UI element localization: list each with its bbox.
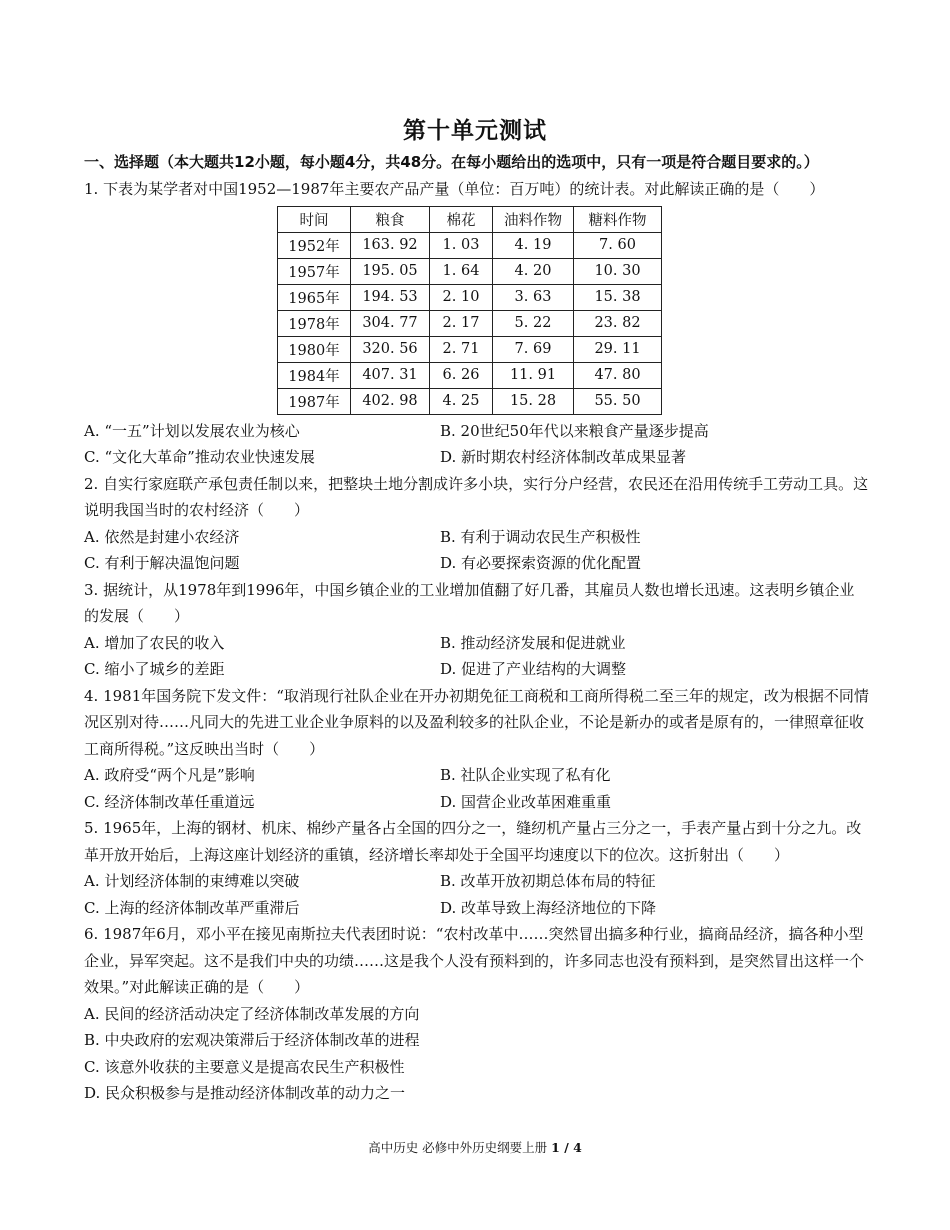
option-a[interactable]: A. 增加了农民的收入	[84, 633, 225, 652]
option-a[interactable]: A. 依然是封建小农经济	[84, 527, 240, 546]
option-row	[84, 789, 869, 816]
option-b[interactable]: B. 推动经济发展和促进就业	[440, 633, 626, 652]
question-4	[84, 683, 869, 816]
table-cell: 1. 03	[430, 232, 493, 258]
table-cell: 15. 28	[493, 388, 574, 414]
option-b[interactable]: B. 有利于调动农民生产积极性	[440, 527, 641, 546]
table-cell: 3. 63	[493, 284, 574, 310]
table-cell: 1978年	[278, 310, 351, 336]
table-cell: 23. 82	[574, 310, 662, 336]
table-cell: 407. 31	[351, 362, 430, 388]
footer-text: 高中历史 必修中外历史纲要上册	[368, 1140, 552, 1155]
table-row	[278, 310, 662, 336]
table-cell: 7. 69	[493, 336, 574, 362]
question-stem: 3. 据统计，从1978年到1996年，中国乡镇企业的工业增加值翻了好几番，其雇员人数也增长迅速。这表明乡镇企业的发展（ ）	[84, 580, 855, 625]
option-c[interactable]: C. 该意外收获的主要意义是提高农民生产积极性	[84, 1057, 405, 1076]
page-title: 第十单元测试	[403, 118, 547, 144]
option-d[interactable]: D. 国营企业改革困难重重	[440, 792, 612, 811]
table-cell: 2. 10	[430, 284, 493, 310]
option-row	[84, 524, 869, 551]
table-cell: 7. 60	[574, 232, 662, 258]
table-row	[278, 284, 662, 310]
table-row	[278, 388, 662, 414]
option-a[interactable]: A. 民间的经济活动决定了经济体制改革发展的方向	[84, 1004, 420, 1023]
question-1	[84, 176, 869, 471]
table-cell: 1952年	[278, 232, 351, 258]
question-stem: 2. 自实行家庭联产承包责任制以来，把整块土地分割成许多小块，实行分户经营，农民还在沿用传统手工劳动工具。这说明我国当时的农村经济（ ）	[84, 474, 869, 519]
table-header: 糖料作物	[574, 206, 662, 232]
option-b[interactable]: B. 中央政府的宏观决策滞后于经济体制改革的进程	[84, 1031, 420, 1049]
option-c[interactable]: C. 上海的经济体制改革严重滞后	[84, 898, 300, 917]
table-cell: 1957年	[278, 258, 351, 284]
option-row	[84, 656, 869, 683]
question-2	[84, 471, 869, 577]
question-3	[84, 577, 869, 683]
table-row	[278, 258, 662, 284]
option-c[interactable]: C. 有利于解决温饱问题	[84, 554, 240, 572]
table-cell: 1987年	[278, 388, 351, 414]
option-row	[84, 895, 869, 922]
table-cell: 15. 38	[574, 284, 662, 310]
table-cell: 5. 22	[493, 310, 574, 336]
page-footer	[0, 1138, 950, 1156]
option-d[interactable]: D. 民众积极参与是推动经济体制改革的动力之一	[84, 1084, 406, 1102]
question-stem: 5. 1965年，上海的钢材、机床、棉纱产量各占全国的四分之一，缝纫机产量占三分之一，手表产量占到十分之九。改革开放开始后，上海这座计划经济的重镇，经济增长率却处于全国平均速度以下的位次。这折射出（ ）	[84, 819, 862, 864]
page-number: 1 / 4	[551, 1140, 582, 1155]
table-cell: 4. 19	[493, 232, 574, 258]
option-row	[84, 444, 869, 471]
option-a[interactable]: A. 计划经济体制的束缚难以突破	[84, 872, 300, 890]
question-stem: 4. 1981年国务院下发文件：“取消现行社队企业在开办初期免征工商税和工商所得税二至三年的规定，改为根据不同情况区别对待……凡同大的先进工业企业争原料的以及盈利较多的社队企业，不论是新办的或者是原有的，一律照章征收工商所得税。”这反映出当时（ ）	[84, 686, 869, 758]
table-cell: 1. 64	[430, 258, 493, 284]
table-cell: 2. 17	[430, 310, 493, 336]
option-a[interactable]: A. “一五”计划以发展农业为核心	[84, 421, 300, 440]
table-cell: 1980年	[278, 336, 351, 362]
production-table	[277, 206, 662, 415]
option-c[interactable]: C. 经济体制改革任重道远	[84, 792, 255, 811]
table-cell: 55. 50	[574, 388, 662, 414]
table-cell: 10. 30	[574, 258, 662, 284]
table-header: 油料作物	[493, 206, 574, 232]
option-row	[84, 762, 869, 789]
option-a[interactable]: A. 政府受“两个凡是”影响	[84, 766, 255, 784]
table-cell: 2. 71	[430, 336, 493, 362]
table-cell: 163. 92	[351, 232, 430, 258]
option-b[interactable]: B. 改革开放初期总体布局的特征	[440, 872, 656, 890]
table-header: 粮食	[351, 206, 430, 232]
table-row	[278, 336, 662, 362]
question-stem: 6. 1987年6月，邓小平在接见南斯拉夫代表团时说：“农村改革中……突然冒出搞多种行业，搞商品经济，搞各种小型企业，异军突起。这不是我们中央的功绩……这是我个人没有预料到的，许多同志也没有预料到，是突然冒出这样一个效果。”对此解读正确的是（ ）	[84, 925, 865, 996]
option-d[interactable]: D. 新时期农村经济体制改革成果显著	[440, 448, 687, 466]
table-cell: 194. 53	[351, 284, 430, 310]
section-header: 一、选择题（本大题共12小题，每小题4分，共48分。在每小题给出的选项中，只有一项是符合题目要求的。）	[84, 153, 819, 171]
option-b[interactable]: B. 20世纪50年代以来粮食产量逐步提高	[440, 421, 709, 440]
table-cell: 320. 56	[351, 336, 430, 362]
question-6	[84, 921, 869, 1107]
option-d[interactable]: D. 促进了产业结构的大调整	[440, 660, 627, 678]
option-d[interactable]: D. 改革导致上海经济地位的下降	[440, 898, 657, 917]
table-cell: 6. 26	[430, 362, 493, 388]
table-header: 时间	[278, 206, 351, 232]
table-cell: 29. 11	[574, 336, 662, 362]
table-cell: 47. 80	[574, 362, 662, 388]
table-cell: 4. 20	[493, 258, 574, 284]
question-stem: 1. 下表为某学者对中国1952—1987年主要农产品产量（单位：百万吨）的统计表。对此解读正确的是（ ）	[84, 180, 825, 198]
option-b[interactable]: B. 社队企业实现了私有化	[440, 766, 611, 784]
table-cell: 195. 05	[351, 258, 430, 284]
option-row	[84, 630, 869, 657]
option-row	[84, 418, 869, 445]
option-row	[84, 550, 869, 577]
table-cell: 4. 25	[430, 388, 493, 414]
table-row	[278, 232, 662, 258]
table-row	[278, 362, 662, 388]
table-cell: 11. 91	[493, 362, 574, 388]
question-5	[84, 815, 869, 921]
question-list	[84, 176, 869, 1107]
table-header: 棉花	[430, 206, 493, 232]
table-cell: 304. 77	[351, 310, 430, 336]
option-c[interactable]: C. 缩小了城乡的差距	[84, 660, 225, 678]
table-cell: 402. 98	[351, 388, 430, 414]
option-d[interactable]: D. 有必要探索资源的优化配置	[440, 554, 642, 572]
table-cell: 1965年	[278, 284, 351, 310]
option-row	[84, 868, 869, 895]
table-header-row	[278, 206, 662, 232]
option-c[interactable]: C. “文化大革命”推动农业快速发展	[84, 448, 315, 466]
table-cell: 1984年	[278, 362, 351, 388]
